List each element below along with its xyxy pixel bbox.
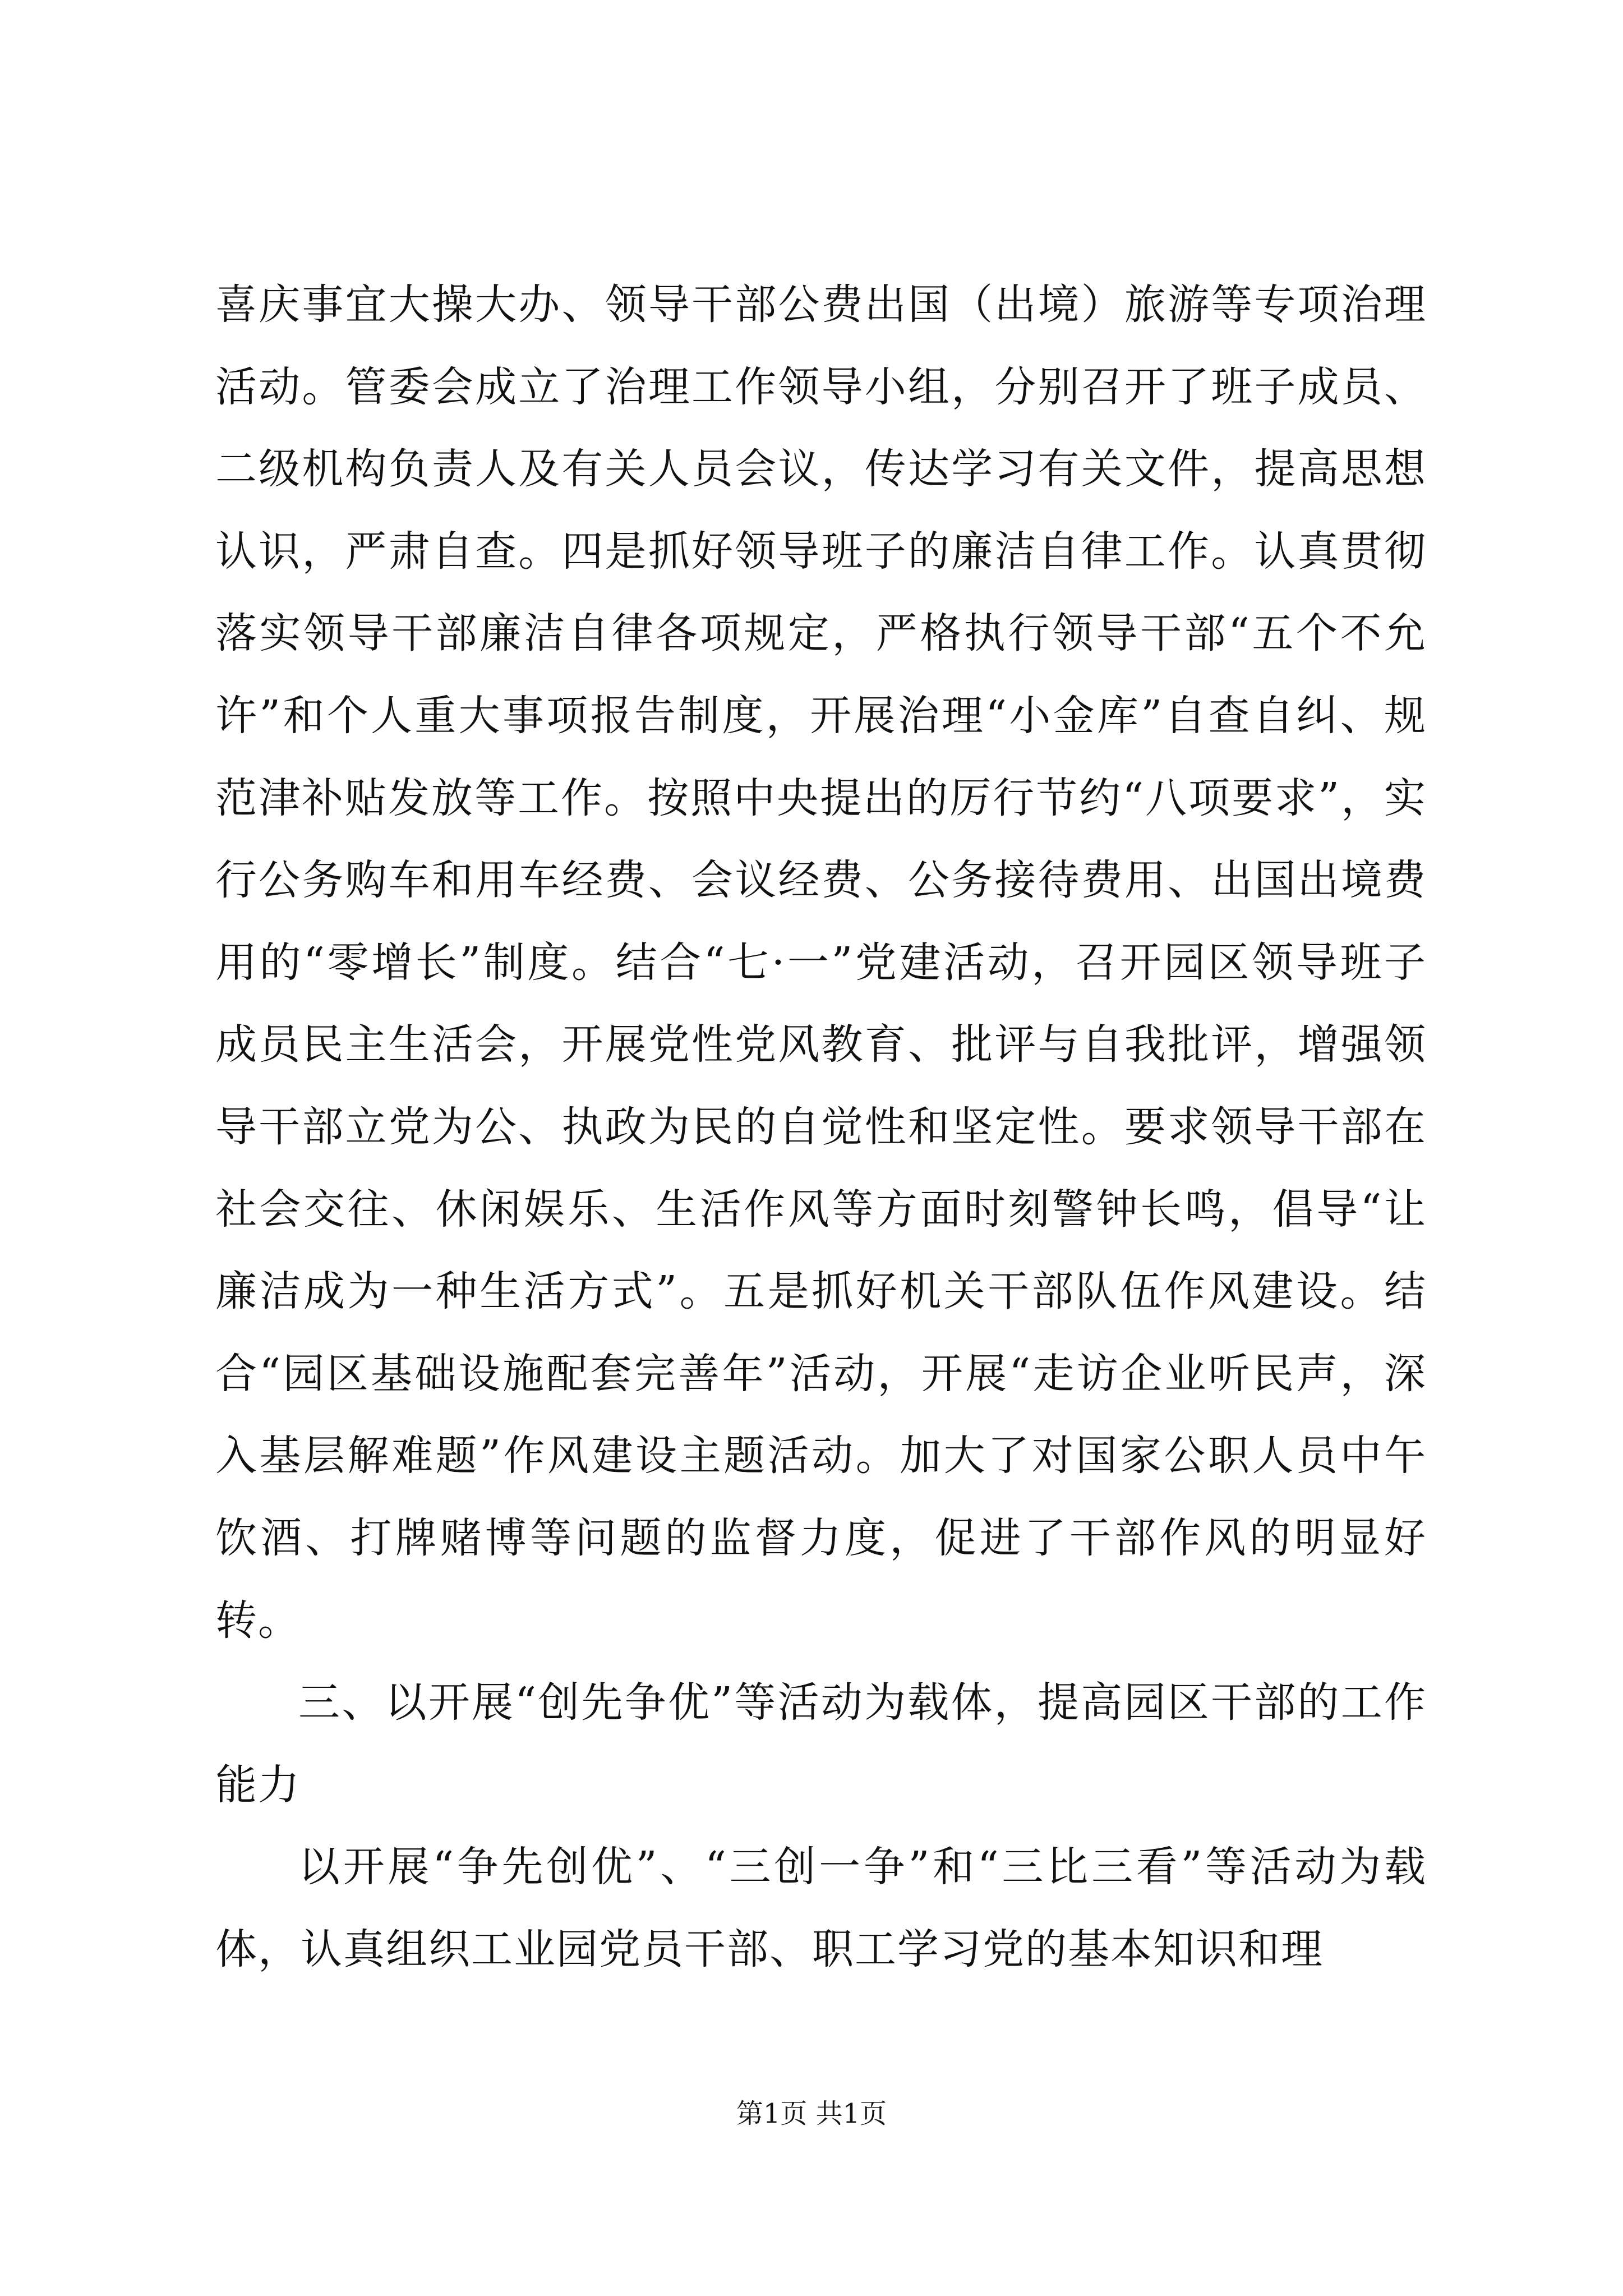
paragraph-continuation: 喜庆事宜大操大办、领导干部公费出国（出境）旅游等专项治理活动。管委会成立了治理工作领导小组，分别召开了班子成员、二级机构负责人及有关人员会议，传达学习有关文件，提高思想认识，严肃自查。四是抓好领导班子的廉洁自律工作。认真贯彻落实领导干部廉洁自律各项规定，严格执行领导干部“五个不允许”和个人重大事项报告制度，开展治理“小金库”自查自纠、规范津补贴发放等工作。按照中央提出的厉行节约“八项要求”，实行公务购车和用车经费、会议经费、公务接待费用、出国出境费用的“零增长”制度。结合“七·一”党建活动，召开园区领导班子成员民主生活会，开展党性党风教育、批评与自我批评，增强领导干部立党为公、执政为民的自觉性和坚定性。要求领导干部在社会交往、休闲娱乐、生活作风等方面时刻警钟长鸣，倡导“让廉洁成为一种生活方式”。五是抓好机关干部队伍作风建设。结合“园区基础设施配套完善年”活动，开展“走访企业听民声，深入基层解难题”作风建设主题活动。加大了对国家公职人员中午饮酒、打牌赌博等问题的监督力度，促进了干部作风的明显好转。 xyxy=(215,280,1427,1645)
section-heading: 三、以开展“创先争优”等活动为载体，提高园区干部的工作能力 xyxy=(215,1678,1427,1809)
paragraph-section-three: 以开展“争先创优”、“三创一争”和“三比三看”等活动为载体，认真组织工业园党员干部、职工学习党的基本知识和理 xyxy=(215,1843,1427,1973)
page-footer: 第1页 共1页 xyxy=(736,2098,887,2129)
document-body xyxy=(215,264,1427,1990)
